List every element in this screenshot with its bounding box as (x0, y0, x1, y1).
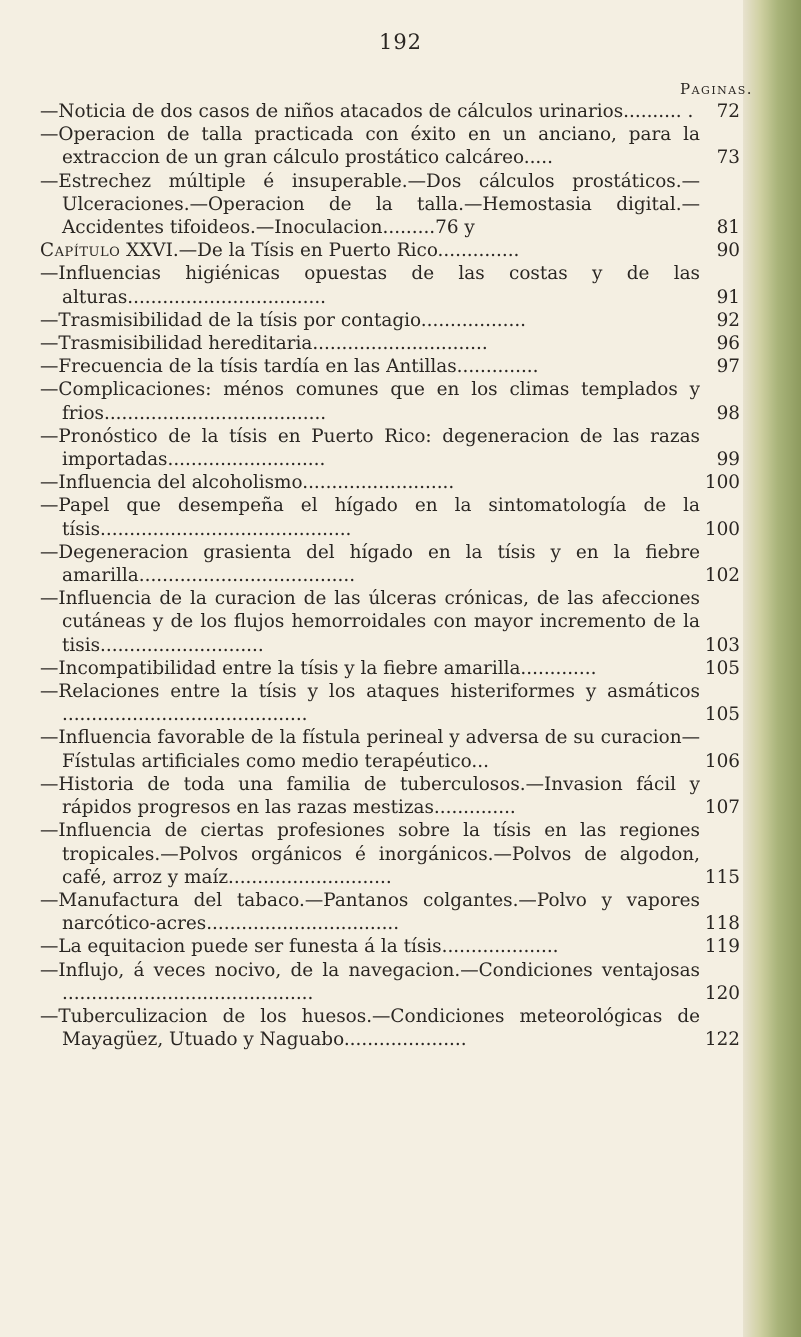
toc-entry-text: —Influencia favorable de la fístula perineal y adversa de su curacion—Fístulas artificiales como medio terapéutico... (40, 727, 700, 772)
toc-entry (40, 959, 740, 1005)
toc-entry (40, 680, 740, 726)
toc-entry-text: —Tuberculizacion de los huesos.—Condiciones meteorológicas de Mayagüez, Utuado y Naguabo..................... (40, 1005, 700, 1051)
toc-entry-text: —Frecuencia de la tísis tardía en las Antillas.............. (40, 356, 539, 378)
toc-entry-text: —Historia de toda una familia de tuberculosos.—Invasion fácil y rápidos progresos en las razas mestizas.............. (40, 773, 700, 819)
page-number: 192 (378, 30, 423, 54)
toc-entry-page: 96 (716, 333, 740, 355)
toc-entry (40, 1005, 740, 1051)
toc-entry-page: 115 (704, 866, 740, 888)
toc-entry-page: 118 (704, 913, 740, 935)
toc-entry-page: 105 (704, 657, 740, 679)
toc-entry (40, 819, 740, 889)
toc-entry-page: 98 (716, 402, 740, 424)
toc-entry-page: 103 (704, 634, 740, 656)
toc-entry-page: 92 (716, 309, 740, 331)
toc-entry-text: —Influencias higiénicas opuestas de las costas y de las alturas.................................. (40, 263, 700, 308)
toc-entry-page: 100 (704, 472, 740, 494)
toc-entry-text: —Incompatibilidad entre la tísis y la fiebre amarilla............. (40, 657, 597, 679)
toc-entry-text: —Pronóstico de la tísis en Puerto Rico: degeneracion de las razas importadas........................... (40, 425, 700, 471)
toc-entry-page: 97 (716, 356, 740, 378)
chapter-label: Capítulo (40, 240, 121, 262)
toc-entry-page: 106 (704, 750, 740, 772)
toc-entry (40, 309, 740, 332)
toc-entry-text: —Noticia de dos casos de niños atacados de cálculos urinarios.......... . (40, 101, 694, 122)
toc-entry-page: 99 (716, 449, 740, 471)
toc-entry (40, 170, 740, 240)
toc-entry-page: 91 (716, 286, 740, 308)
toc-entry-text: —Operacion de talla practicada con éxito en un anciano, para la extraccion de un gran cálculo prostático calcáreo..... (40, 124, 700, 169)
toc-entry-text: —Complicaciones: ménos comunes que en los climas templados y frios...................................... (40, 379, 700, 424)
toc-entry-page: 100 (704, 518, 740, 540)
page-edge (743, 0, 801, 1337)
toc-entry-text: —La equitacion puede ser funesta á la tísis.................... (40, 936, 559, 958)
toc-entry (40, 332, 740, 355)
toc-entry (40, 494, 740, 540)
toc-entry-text: —Manufactura del tabaco.—Pantanos colgantes.—Polvo y vapores narcótico-acres................................. (40, 889, 700, 935)
toc-entry-page: 119 (704, 936, 740, 958)
toc-entry-text: —Relaciones entre la tísis y los ataques histeriformes y asmáticos .......................................... (40, 681, 700, 726)
toc-entry (40, 935, 740, 958)
table-of-contents (40, 100, 740, 1051)
toc-entry (40, 123, 740, 169)
toc-entry-text: —Trasmisibilidad de la tísis por contagio.................. (40, 309, 527, 331)
toc-entry (40, 100, 740, 123)
toc-entry (40, 889, 740, 935)
toc-entry (40, 726, 740, 772)
toc-entry-page: 90 (716, 240, 740, 262)
toc-entry-text: —Influencia del alcoholismo.......................... (40, 472, 455, 494)
toc-entry (40, 425, 740, 471)
toc-entry (40, 773, 740, 819)
toc-entry-page: 72 (716, 101, 740, 122)
toc-entry-page: 81 (716, 217, 740, 239)
toc-entry (40, 541, 740, 587)
toc-entry-text: —Trasmisibilidad hereditaria.............................. (40, 333, 488, 355)
toc-entry-page: 120 (704, 982, 740, 1004)
toc-chapter-entry (40, 239, 740, 262)
toc-entry-page: 122 (704, 1029, 740, 1051)
toc-entry (40, 587, 740, 657)
toc-entry (40, 471, 740, 494)
toc-entry-text: —Influencia de la curacion de las úlceras crónicas, de las afecciones cutáneas y de los flujos hemorroidales con mayor incremento de la tisis............................ (40, 588, 700, 656)
toc-entry (40, 262, 740, 308)
toc-entry-text: XXVI.—De la Tísis en Puerto Rico.............. (126, 240, 520, 262)
toc-entry-text: —Estrechez múltiple é insuperable.—Dos cálculos prostáticos.—Ulceraciones.—Operacion de la talla.—Hemostasia digital.—Accidentes tifoideos.—Inoculacion.........76 y (40, 170, 700, 239)
toc-entry-page: 102 (704, 565, 740, 587)
toc-entry-text: —Papel que desempeña el hígado en la sintomatología de la tísis........................................... (40, 495, 700, 540)
toc-entry-text: —Influjo, á veces nocivo, de la navegacion.—Condiciones ventajosas ........................................... (40, 959, 700, 1004)
toc-entry-page: 73 (716, 147, 740, 169)
toc-entry-text: —Degeneracion grasienta del hígado en la tísis y en la fiebre amarilla..................................... (40, 541, 700, 587)
toc-entry (40, 378, 740, 424)
toc-entry-page: 107 (704, 797, 740, 819)
toc-entry-page: 105 (704, 704, 740, 726)
toc-entry (40, 355, 740, 378)
toc-entry-text: —Influencia de ciertas profesiones sobre la tísis en las regiones tropicales.—Polvos orgánicos é inorgánicos.—Polvos de algodon, café, arroz y maíz............................ (40, 820, 700, 888)
toc-entry (40, 657, 740, 680)
column-header: Paginas. (680, 80, 754, 98)
